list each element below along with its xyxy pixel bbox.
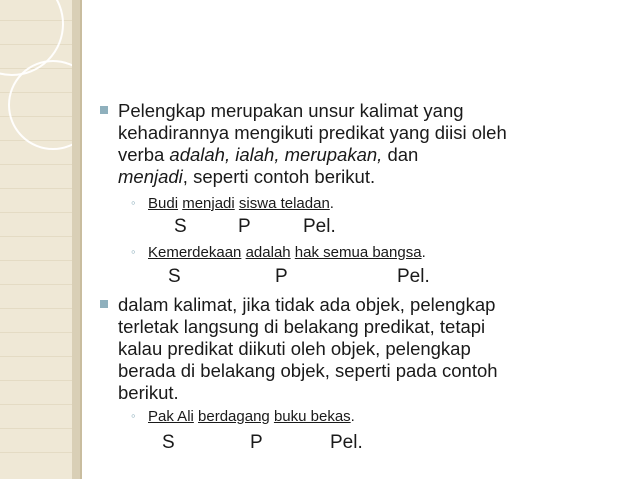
period: . [350, 408, 355, 425]
circle-bullet-icon: ◦ [131, 195, 136, 210]
text-line: kalau predikat diikuti oleh objek, pelengkap [118, 338, 471, 359]
example-3-sentence [148, 408, 355, 426]
label-s: S [162, 432, 175, 453]
text-line: Pelengkap merupakan unsur kalimat yang [118, 100, 464, 121]
text-line: dalam kalimat, jika tidak ada objek, pelengkap [118, 294, 496, 315]
subject-word: Pak Ali [148, 408, 194, 425]
italic-text: menjadi [118, 166, 183, 187]
text-line: berikut. [118, 382, 179, 403]
bullet-1-text [118, 100, 608, 188]
label-s: S [174, 216, 187, 237]
complement-word: buku bekas [273, 408, 351, 425]
text-line [118, 166, 608, 188]
period: . [329, 195, 334, 212]
italic-text: adalah, ialah, merupakan, [169, 144, 383, 165]
label-s: S [168, 266, 181, 287]
bullet-2-text [118, 294, 608, 404]
text-line [118, 144, 608, 166]
label-p: P [250, 432, 263, 453]
label-pel: Pel. [330, 432, 363, 453]
label-p: P [238, 216, 251, 237]
label-pel: Pel. [397, 266, 430, 287]
example-1-sentence [148, 195, 334, 213]
period: . [421, 244, 426, 261]
predicate-word: adalah [245, 244, 291, 261]
complement-word: hak semua bangsa [294, 244, 422, 261]
subject-word: Kemerdekaan [148, 244, 242, 261]
circle-bullet-icon: ◦ [131, 408, 136, 423]
subject-word: Budi [148, 195, 179, 212]
text-line: kehadirannya mengikuti predikat yang diisi oleh [118, 122, 507, 143]
text-line: terletak langsung di belakang predikat, tetapi [118, 316, 486, 337]
text-span: dan [382, 144, 419, 165]
square-bullet-icon [100, 106, 108, 114]
label-pel: Pel. [303, 216, 336, 237]
text-span: verba [118, 144, 170, 165]
complement-word: siswa teladan [238, 195, 330, 212]
square-bullet-icon [100, 300, 108, 308]
example-2-sentence [148, 244, 426, 262]
text-line: berada di belakang objek, seperti pada contoh [118, 360, 498, 381]
predicate-word: berdagang [198, 408, 270, 425]
label-p: P [275, 266, 288, 287]
text-span: , seperti contoh berikut. [182, 166, 376, 187]
circle-bullet-icon: ◦ [131, 244, 136, 259]
predicate-word: menjadi [182, 195, 235, 212]
